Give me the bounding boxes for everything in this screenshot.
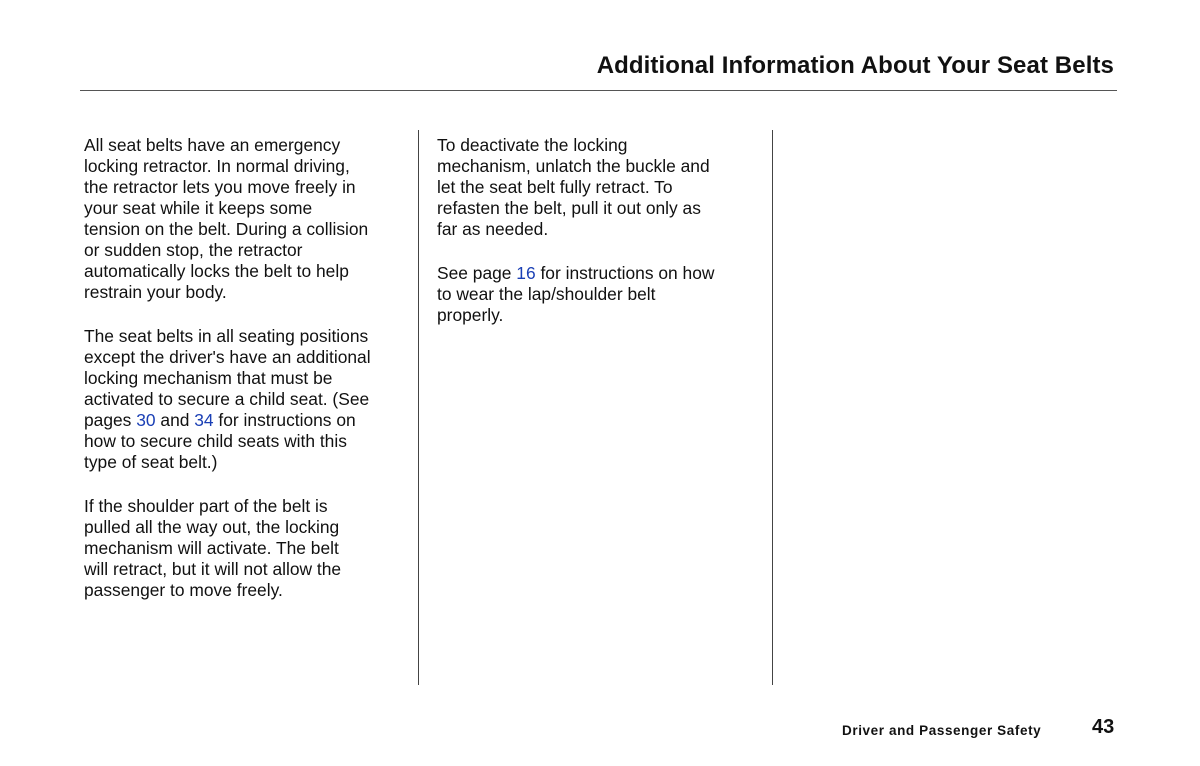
text-fragment: pages (84, 410, 137, 430)
text-line: type of seat belt.) (84, 452, 218, 472)
text-line: let the seat belt fully retract. To (437, 177, 673, 197)
text-line: activated to secure a child seat. (See (84, 389, 370, 409)
text-line: To deactivate the locking (437, 135, 628, 155)
text-line: The seat belts in all seating positions (84, 326, 369, 346)
page-16-link[interactable]: 16 (516, 263, 536, 283)
text-line: mechanism will activate. The belt (84, 538, 339, 558)
text-line: your seat while it keeps some (84, 198, 313, 218)
text-line: or sudden stop, the retractor (84, 240, 303, 260)
text-fragment: for instructions on (213, 410, 356, 430)
text-line: locking mechanism that must be (84, 368, 333, 388)
text-line: to wear the lap/shoulder belt (437, 284, 656, 304)
page-number: 43 (1092, 716, 1115, 738)
text-line: automatically locks the belt to help (84, 261, 349, 281)
paragraph-see-page-16 (437, 263, 767, 326)
text-fragment: for instructions on how (535, 263, 715, 283)
title-rule (80, 90, 1117, 91)
paragraph-emergency-locking-retractor (84, 135, 414, 303)
middle-column (437, 135, 767, 349)
text-line: except the driver's have an additional (84, 347, 371, 367)
paragraph-shoulder-belt-pulled-out (84, 496, 414, 601)
text-fragment: and (155, 410, 195, 430)
text-line: locking retractor. In normal driving, (84, 156, 350, 176)
text-line: passenger to move freely. (84, 580, 283, 600)
text-line: All seat belts have an emergency (84, 135, 341, 155)
text-line-with-link (437, 263, 767, 284)
text-line-with-links (84, 410, 414, 431)
left-column (84, 135, 414, 624)
page-34-link[interactable]: 34 (194, 410, 214, 430)
column-divider-left (418, 130, 419, 685)
text-line: will retract, but it will not allow the (84, 559, 342, 579)
text-line: restrain your body. (84, 282, 227, 302)
text-line: properly. (437, 305, 504, 325)
text-line: refasten the belt, pull it out only as (437, 198, 701, 218)
page-30-link[interactable]: 30 (136, 410, 156, 430)
text-fragment: See page (437, 263, 517, 283)
column-divider-right (772, 130, 773, 685)
paragraph-deactivate-locking (437, 135, 767, 240)
page-title: Additional Information About Your Seat Belts (596, 52, 1114, 79)
text-line: pulled all the way out, the locking (84, 517, 340, 537)
text-line: far as needed. (437, 219, 549, 239)
text-line: If the shoulder part of the belt is (84, 496, 328, 516)
text-line: tension on the belt. During a collision (84, 219, 369, 239)
text-line: the retractor lets you move freely in (84, 177, 356, 197)
paragraph-additional-locking-mechanism (84, 326, 414, 473)
text-line: how to secure child seats with this (84, 431, 347, 451)
footer-section-title: Driver and Passenger Safety (842, 723, 1042, 738)
text-line: mechanism, unlatch the buckle and (437, 156, 710, 176)
